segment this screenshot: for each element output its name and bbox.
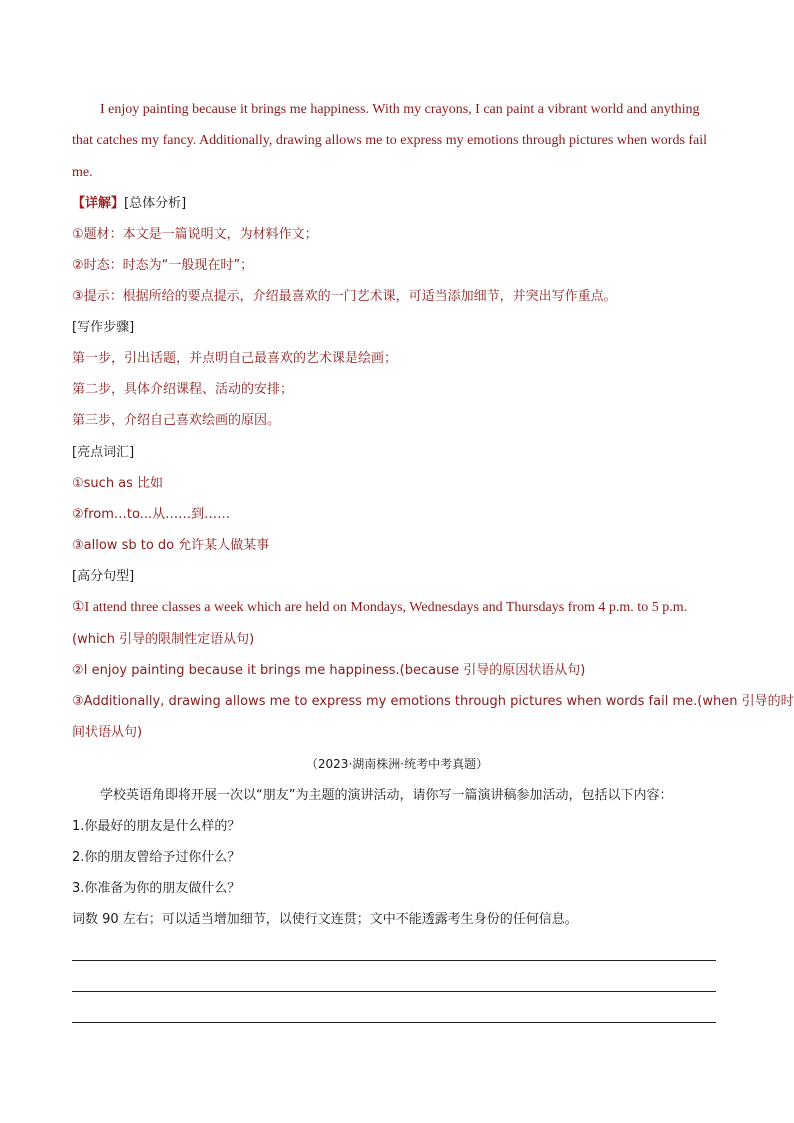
writing-step-3: 第三步，介绍自己喜欢绘画的原因。 xyxy=(72,413,281,428)
essay-line-3: me. xyxy=(72,165,93,180)
sentence-1-line-1: ①I attend three classes a week which are held on Mondays, Wednesdays and Thursdays from 4 p.m. to 5 p.m. xyxy=(72,600,688,615)
answer-line-2[interactable] xyxy=(72,991,716,992)
answer-line-3[interactable] xyxy=(72,1022,716,1023)
question-point-1: 1.你最好的朋友是什么样的？ xyxy=(72,819,241,834)
sentence-3-line-1: ③Additionally, drawing allows me to express my emotions through pictures when words fail me.(when 引导的时 xyxy=(72,694,794,709)
detail-tag: 【详解】 xyxy=(72,196,125,211)
sentence-2: ②I enjoy painting because it brings me happiness.(because 引导的原因状语从句) xyxy=(72,663,586,678)
overall-analysis-label: [总体分析] xyxy=(124,196,187,211)
essay-line-2: that catches my fancy. Additionally, drawing allows me to express my emotions through pictures when words fail xyxy=(72,133,708,148)
vocab-heading: [亮点词汇] xyxy=(72,445,135,460)
sentence-heading: [高分句型] xyxy=(72,569,135,584)
writing-steps-heading: [写作步骤] xyxy=(72,320,135,335)
vocab-item-1: ①such as 比如 xyxy=(72,476,164,491)
answer-line-1[interactable] xyxy=(72,960,716,961)
question-intro: 学校英语角即将开展一次以“朋友”为主题的演讲活动，请你写一篇演讲稿参加活动，包括以下内容： xyxy=(100,788,673,803)
analysis-item-3: ③提示：根据所给的要点提示，介绍最喜欢的一门艺术课，可适当添加细节，并突出写作重点。 xyxy=(72,289,617,304)
sentence-1-line-2: (which 引导的限制性定语从句) xyxy=(72,632,255,647)
sentence-3-line-2: 间状语从句) xyxy=(72,725,143,740)
analysis-item-1: ①题材：本文是一篇说明文，为材料作文； xyxy=(72,227,318,242)
essay-line-1: I enjoy painting because it brings me happiness. With my crayons, I can paint a vibrant world and anything xyxy=(100,102,700,117)
writing-step-1: 第一步，引出话题，并点明自己最喜欢的艺术课是绘画； xyxy=(72,351,398,366)
analysis-item-2: ②时态：时态为“一般现在时”； xyxy=(72,258,254,273)
question-requirements: 词数 90 左右；可以适当增加细节，以使行文连贯；文中不能透露考生身份的任何信息。 xyxy=(72,912,578,927)
writing-step-2: 第二步，具体介绍课程、活动的安排； xyxy=(72,382,294,397)
question-source: （2023·湖南株洲·统考中考真题） xyxy=(305,757,489,771)
question-point-2: 2.你的朋友曾给予过你什么？ xyxy=(72,850,241,865)
vocab-item-2: ②from…to...从……到…… xyxy=(72,507,231,522)
question-point-3: 3.你准备为你的朋友做什么？ xyxy=(72,881,241,896)
vocab-item-3: ③allow sb to do 允许某人做某事 xyxy=(72,538,270,553)
detail-heading xyxy=(72,194,186,214)
